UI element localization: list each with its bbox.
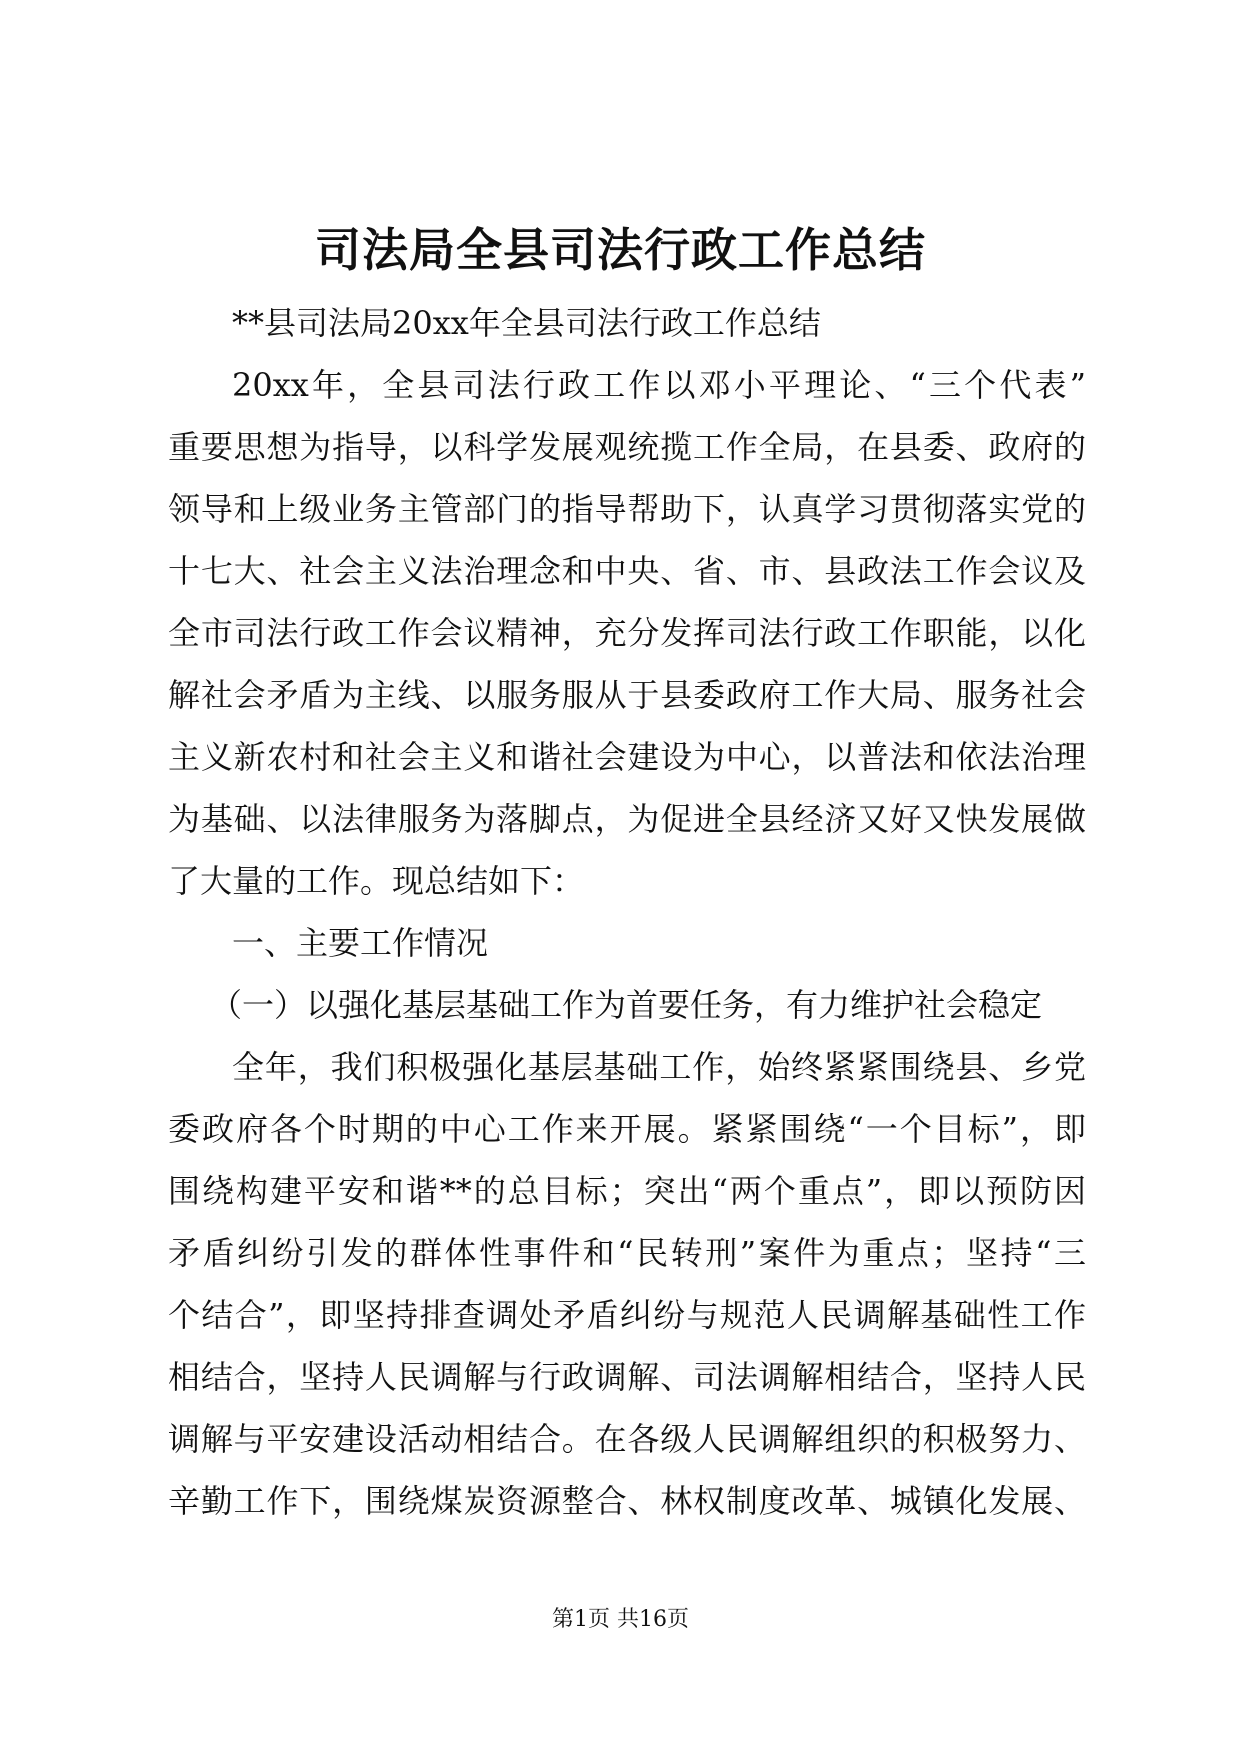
paragraph-line: 个结合”，即坚持排查调处矛盾纠纷与规范人民调解基础性工作 (168, 1296, 1086, 1334)
paragraph-line: 了大量的工作。现总结如下： (168, 862, 585, 900)
paragraph-line: 围绕构建平安和谐**的总目标；突出“两个重点”，即以预防因 (168, 1172, 1086, 1210)
paragraph-line: 辛勤工作下，围绕煤炭资源整合、林权制度改革、城镇化发展、 (168, 1482, 1086, 1520)
paragraph-line: 委政府各个时期的中心工作来开展。紧紧围绕“一个目标”，即 (168, 1110, 1086, 1148)
paragraph-line: 全市司法行政工作会议精神，充分发挥司法行政工作职能，以化 (168, 614, 1086, 652)
paragraph-line: 主义新农村和社会主义和谐社会建设为中心，以普法和依法治理 (168, 738, 1086, 776)
paragraph-line: 解社会矛盾为主线、以服务服从于县委政府工作大局、服务社会 (168, 676, 1086, 714)
paragraph-line: 重要思想为指导，以科学发展观统揽工作全局，在县委、政府的 (168, 428, 1086, 466)
paragraph-line: 矛盾纠纷引发的群体性事件和“民转刑”案件为重点；坚持“三 (168, 1234, 1086, 1272)
document-title: 司法局全县司法行政工作总结 (315, 223, 926, 277)
paragraph-line: 调解与平安建设活动相结合。在各级人民调解组织的积极努力、 (168, 1420, 1086, 1458)
paragraph-line: 领导和上级业务主管部门的指导帮助下，认真学习贯彻落实党的 (168, 490, 1086, 528)
subsection-heading: （一）以强化基层基础工作为首要任务，有力维护社会稳定 (210, 986, 1043, 1024)
document-body (168, 292, 1086, 1532)
paragraph-line: 为基础、以法律服务为落脚点，为促进全县经济又好又快发展做 (168, 800, 1086, 838)
paragraph-line: 十七大、社会主义法治理念和中央、省、市、县政法工作会议及 (168, 552, 1086, 590)
paragraph-line: 20xx年，全县司法行政工作以邓小平理论、“三个代表” (232, 366, 1086, 404)
section-heading: 一、主要工作情况 (232, 924, 489, 962)
page-number: 第1页 共16页 (552, 1607, 689, 1632)
paragraph-line: 相结合，坚持人民调解与行政调解、司法调解相结合，坚持人民 (168, 1358, 1086, 1396)
paragraph-line: 全年，我们积极强化基层基础工作，始终紧紧围绕县、乡党 (232, 1048, 1086, 1086)
subtitle-line: **县司法局20xx年全县司法行政工作总结 (232, 304, 821, 342)
